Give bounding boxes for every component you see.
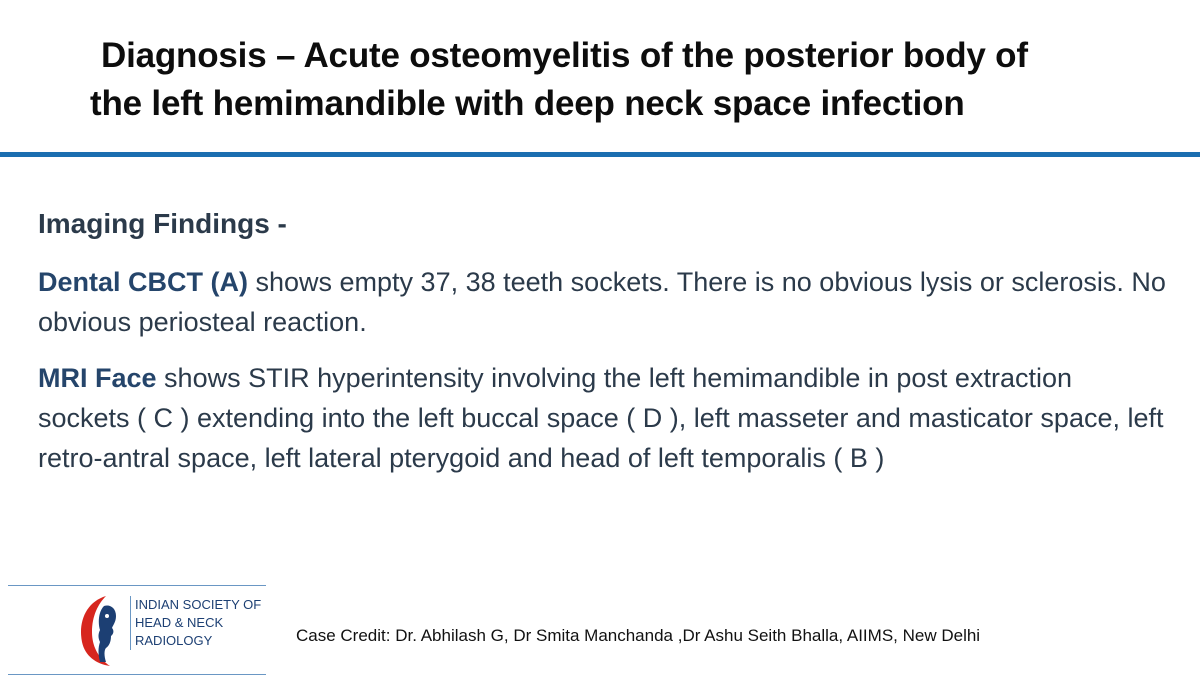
ishnr-logo-icon [76,592,130,668]
logo-line-2: HEAD & NECK [135,615,224,630]
mri-lead: MRI Face [38,363,157,393]
mri-text: shows STIR hyperintensity involving the left hemimandible in post extraction sockets ( C ) extending into the left buccal space ( D ), left masseter and masticator space, left retro-antral space, left lateral pterygoid and head of left temporalis ( B ) [38,363,1164,473]
cbct-paragraph [38,262,1168,342]
logo-text [130,596,269,650]
cbct-text: shows empty 37, 38 teeth sockets. There is no obvious lysis or sclerosis. No obvious periosteal reaction. [38,267,1166,337]
title-line-1: Diagnosis – Acute osteomyelitis of the posterior body of [101,36,1028,75]
title-line-2: the left hemimandible with deep neck space infection [90,84,965,123]
mri-paragraph [38,358,1168,478]
title-divider [0,152,1200,157]
case-credit: Case Credit: Dr. Abhilash G, Dr Smita Manchanda ,Dr Ashu Seith Bhalla, AIIMS, New Delhi [296,626,981,645]
society-logo [8,585,266,675]
logo-line-1: INDIAN SOCIETY OF [135,597,262,612]
logo-line-3: RADIOLOGY [135,633,213,648]
findings-heading: Imaging Findings - [38,208,287,239]
cbct-lead: Dental CBCT (A) [38,267,248,297]
